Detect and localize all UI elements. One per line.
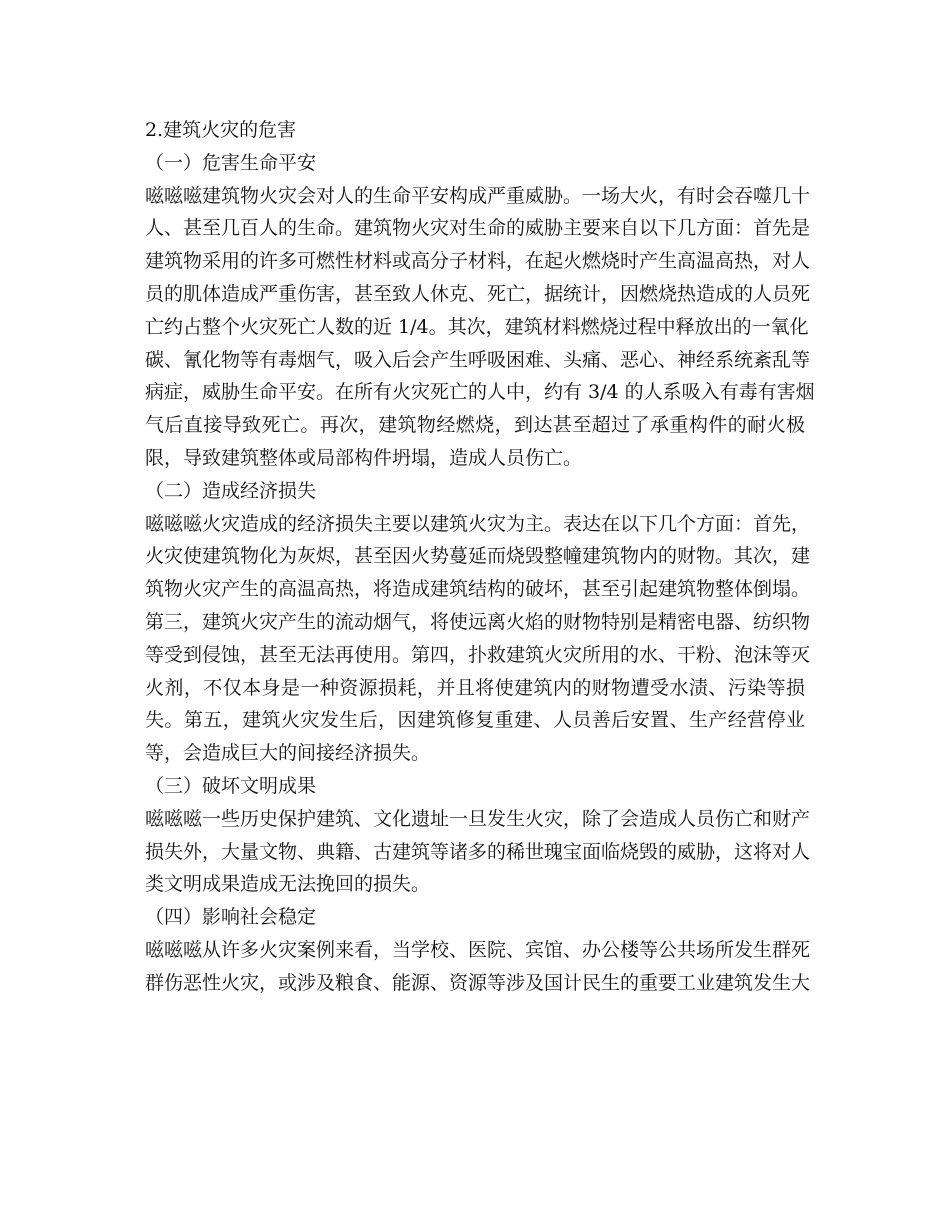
paragraph-line: 嗞嗞嗞火灾造成的经济损失主要以建筑火灾为主。表达在以下几个方面：首先，: [145, 512, 811, 535]
paragraph: [145, 934, 811, 1000]
paragraph-line: 筑物火灾产生的高温高热，将造成建筑结构的破坏，甚至引起建筑物整体倒塌。: [145, 578, 811, 601]
paragraph-line: 员的肌体造成严重伤害，甚至致人休克、死亡，据统计，因燃烧热造成的人员死: [145, 282, 811, 305]
paragraph-line: 建筑物采用的许多可燃性材料或高分子材料，在起火燃烧时产生高温高热，对人: [145, 250, 811, 273]
paragraph-line: 气后直接导致死亡。再次，建筑物经燃烧，到达甚至超过了承重构件的耐火极: [145, 414, 805, 437]
section-title: 2.建筑火灾的危害: [145, 119, 297, 141]
paragraph-line: 限，导致建筑整体或局部构件坍塌，造成人员伤亡。: [145, 446, 583, 469]
section-heading: （四）影响社会稳定: [145, 906, 317, 929]
paragraph-line: 嗞嗞嗞建筑物火灾会对人的生命平安构成严重威胁。一场大火，有时会吞噬几十: [145, 184, 811, 207]
paragraph-line: 碳、氰化物等有毒烟气，吸入后会产生呼吸困难、头痛、恶心、神经系统紊乱等: [145, 348, 811, 371]
section-heading: （一）危害生命平安: [145, 151, 317, 174]
document-body: [145, 114, 815, 1000]
paragraph-line: 失。第五，建筑火灾发生后，因建筑修复重建、人员善后安置、生产经营停业: [145, 709, 805, 732]
paragraph-line: 等受到侵蚀，甚至无法再使用。第四，扑救建筑火灾所用的水、干粉、泡沫等灭: [145, 643, 811, 666]
paragraph-line: 类文明成果造成无法挽回的损失。: [145, 873, 431, 896]
section-heading: （三）破坏文明成果: [145, 774, 317, 797]
section-heading: （二）造成经济损失: [145, 479, 317, 502]
paragraph-line: 病症，威胁生命平安。在所有火灾死亡的人中，约有 3/4 的人系吸入有毒有害烟: [145, 381, 815, 404]
paragraph: [145, 803, 811, 901]
paragraph-line: 火剂，不仅本身是一种资源损耗，并且将使建筑内的财物遭受水渍、污染等损: [145, 676, 805, 699]
paragraph-line: 人、甚至几百人的生命。建筑物火灾对生命的威胁主要来自以下几方面：首先是: [145, 217, 811, 240]
paragraph-line: 亡约占整个火灾死亡人数的近 1/4。其次，建筑材料燃烧过程中释放出的一氧化: [145, 315, 809, 338]
paragraph-line: 群伤恶性火灾，或涉及粮食、能源、资源等涉及国计民生的重要工业建筑发生大: [145, 971, 811, 994]
paragraph-line: 损失外，大量文物、典籍、古建筑等诸多的稀世瑰宝面临烧毁的威胁，这将对人: [145, 840, 811, 863]
paragraph: [145, 180, 815, 475]
paragraph: [145, 508, 811, 770]
paragraph-line: 嗞嗞嗞从许多火灾案例来看，当学校、医院、宾馆、办公楼等公共场所发生群死: [145, 938, 811, 961]
paragraph-line: 火灾使建筑物化为灰烬，甚至因火势蔓延而烧毁整幢建筑物内的财物。其次，建: [145, 545, 811, 568]
paragraph-line: 第三，建筑火灾产生的流动烟气，将使远离火焰的财物特别是精密电器、纺织物: [145, 610, 811, 633]
paragraph-line: 等，会造成巨大的间接经济损失。: [145, 742, 431, 765]
paragraph-line: 嗞嗞嗞一些历史保护建筑、文化遗址一旦发生火灾，除了会造成人员伤亡和财产: [145, 807, 811, 830]
